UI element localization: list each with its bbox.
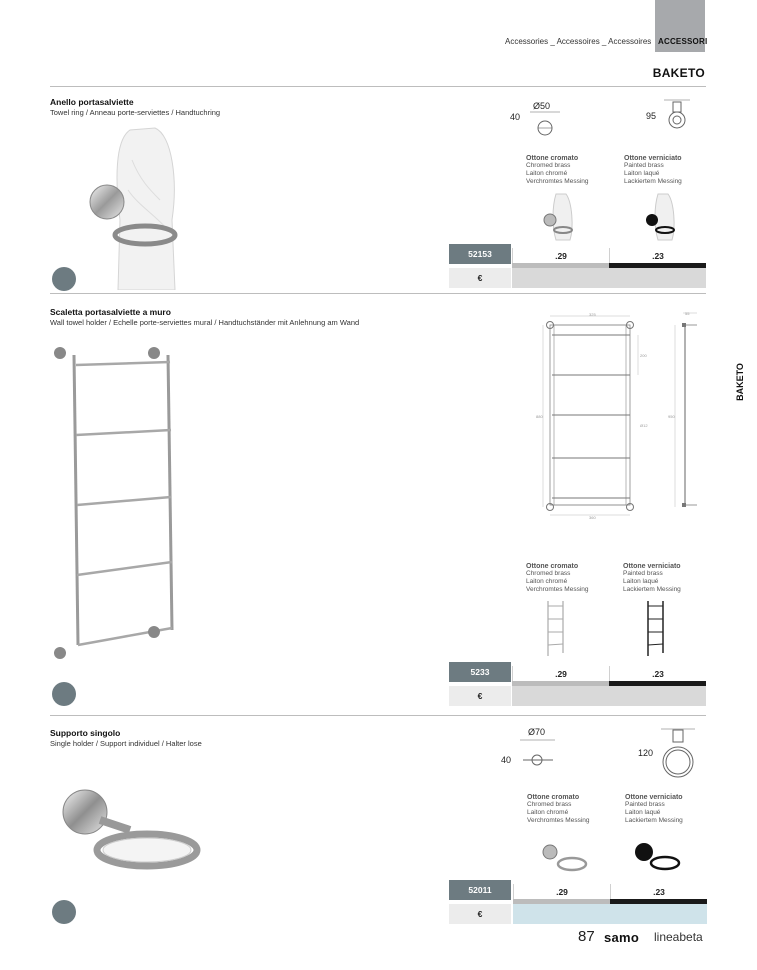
painted-thumbnail: [643, 598, 667, 660]
product-1-title: Anello portasalviette: [50, 97, 134, 107]
page-number: 87: [578, 928, 595, 945]
finish-painted-fr: Laiton laqué: [624, 170, 660, 177]
side-label: [730, 362, 750, 402]
brand-sub-logo: lineabeta: [654, 930, 703, 944]
product-code: 5233: [449, 662, 511, 682]
dim-diameter: Ø70: [528, 727, 546, 737]
price-painted: .23: [609, 248, 706, 264]
finish-chrome-en: Chromed brass: [526, 570, 571, 577]
euro-label: €: [449, 268, 511, 288]
dim-gap: 200: [640, 353, 647, 358]
material-badge-icon: [52, 900, 76, 924]
tech-drawing-front: [515, 735, 560, 770]
category-tab[interactable]: [655, 0, 708, 52]
divider: [50, 86, 706, 87]
finish-chrome-de: Verchromtes Messing: [526, 178, 589, 185]
finish-chrome: [526, 155, 589, 186]
breadcrumb: Accessories _ Accessoires _ Accessoires: [505, 37, 652, 46]
finish-painted-fr: Laiton laqué: [625, 809, 661, 816]
euro-price-field: [512, 268, 706, 288]
collection-title: BAKETO: [652, 66, 705, 80]
finish-chrome-title: Ottone cromato: [526, 563, 579, 570]
product-code: 52153: [449, 244, 511, 264]
finish-painted-en: Painted brass: [623, 570, 663, 577]
finish-painted-en: Painted brass: [624, 162, 664, 169]
side-label-text: BAKETO: [735, 363, 745, 401]
product-3-title: Supporto singolo: [50, 728, 121, 738]
price-chrome: .29: [512, 666, 609, 682]
dim-depth: 40: [501, 755, 512, 765]
tech-drawing-side: [662, 98, 692, 133]
chrome-thumbnail: [543, 598, 567, 660]
dim-h1: 880: [536, 414, 543, 419]
finish-painted-title: Ottone verniciato: [623, 563, 681, 570]
chrome-thumbnail: [538, 192, 583, 242]
category-tab-label: ACCESSORI: [658, 37, 708, 46]
euro-label: €: [449, 686, 511, 706]
material-badge-icon: [52, 267, 76, 291]
finish-chrome-en: Chromed brass: [526, 162, 571, 169]
finish-painted: [624, 155, 682, 186]
finish-painted-title: Ottone verniciato: [624, 155, 682, 162]
finish-chrome: [526, 563, 589, 594]
euro-price-field: [512, 686, 706, 706]
dim-h2: 950: [668, 414, 675, 419]
chrome-thumbnail: [540, 840, 590, 875]
price-painted: .23: [609, 666, 706, 682]
euro-label: €: [449, 904, 511, 924]
towel-ring-image: [60, 120, 200, 290]
divider: [50, 293, 706, 294]
price-chrome: .29: [512, 248, 609, 264]
dim-length: 95: [646, 111, 657, 121]
price-painted: .23: [610, 884, 707, 900]
finish-painted-de: Lackiertem Messing: [625, 817, 683, 824]
dim-bottom: 360: [589, 515, 596, 520]
finish-painted: [625, 794, 683, 825]
finish-chrome-en: Chromed brass: [527, 801, 572, 808]
dim-depth: 40: [510, 112, 521, 122]
dim-diameter: Ø50: [533, 101, 551, 111]
finish-chrome-title: Ottone cromato: [527, 794, 580, 801]
product-code: 52011: [449, 880, 511, 900]
price-chrome: .29: [513, 884, 610, 900]
single-holder-image: [55, 770, 205, 880]
finish-painted-de: Lackiertem Messing: [623, 586, 681, 593]
divider: [50, 715, 706, 716]
wall-towel-ladder-image: [48, 340, 188, 665]
dim-top: 325: [589, 312, 596, 317]
dim-diameter: Ø12: [640, 423, 648, 428]
euro-price-field: [513, 904, 707, 924]
tech-drawing-side: [658, 726, 698, 781]
finish-painted: [623, 563, 681, 594]
brand-logo: samo: [604, 930, 640, 945]
painted-thumbnail: [632, 838, 682, 876]
finish-chrome-de: Verchromtes Messing: [527, 817, 590, 824]
product-1-subtitle: Towel ring / Anneau porte-serviettes / Handtuchring: [50, 108, 221, 117]
finish-painted-title: Ottone verniciato: [625, 794, 683, 801]
dim-side: 55: [685, 311, 690, 316]
finish-chrome-fr: Laiton chromé: [526, 170, 568, 177]
finish-painted-en: Painted brass: [625, 801, 665, 808]
finish-painted-fr: Laiton laqué: [623, 578, 659, 585]
tech-drawing-front: [525, 110, 565, 140]
finish-chrome-fr: Laiton chromé: [526, 578, 568, 585]
product-3-subtitle: Single holder / Support individuel / Halter lose: [50, 739, 202, 748]
finish-chrome-title: Ottone cromato: [526, 155, 579, 162]
painted-thumbnail: [640, 192, 685, 242]
finish-chrome-de: Verchromtes Messing: [526, 586, 589, 593]
product-2-title: Scaletta portasalviette a muro: [50, 307, 171, 317]
ladder-tech-drawing: [535, 310, 705, 520]
finish-chrome-fr: Laiton chromé: [527, 809, 569, 816]
finish-chrome: [527, 794, 590, 825]
material-badge-icon: [52, 682, 76, 706]
dim-length: 120: [638, 748, 654, 758]
finish-painted-de: Lackiertem Messing: [624, 178, 682, 185]
product-2-subtitle: Wall towel holder / Echelle porte-serviettes mural / Handtuchständer mit Anlehnung am Wand: [50, 318, 360, 327]
